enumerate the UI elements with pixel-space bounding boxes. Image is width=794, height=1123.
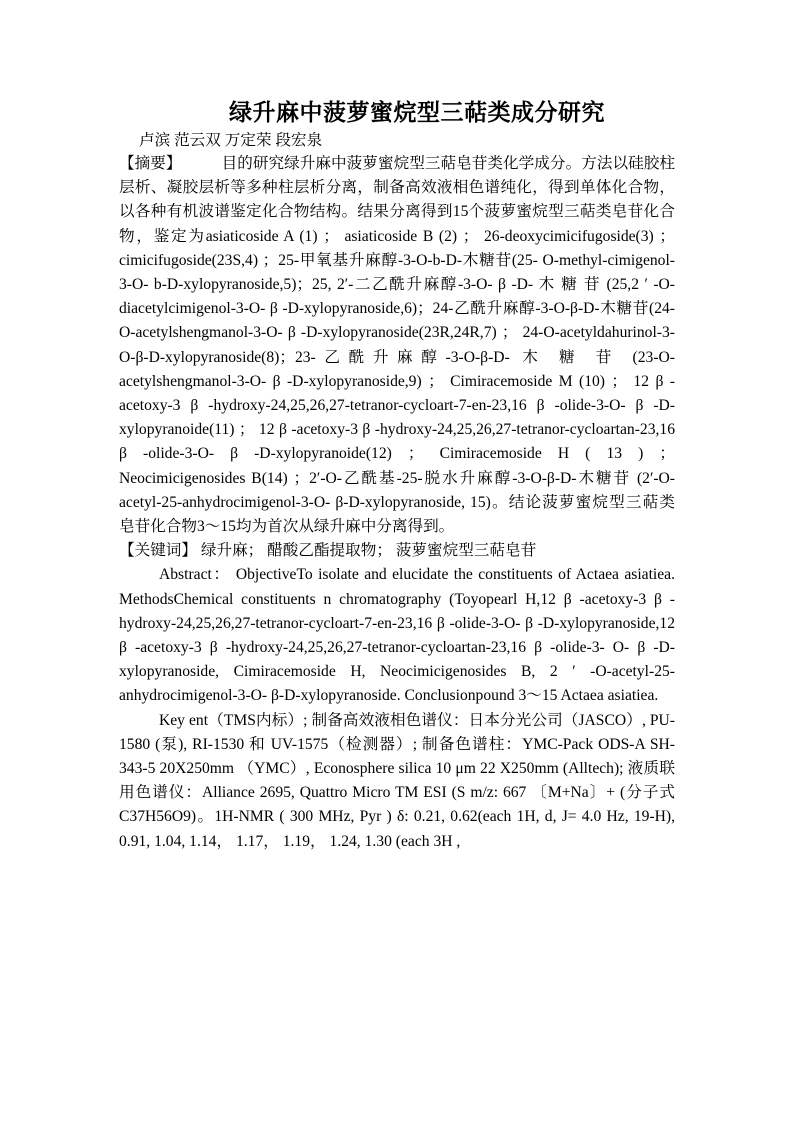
keywords-label: 【关键词】 [119,542,197,560]
document-page [119,96,675,854]
paper-title: 绿升麻中菠萝蜜烷型三萜类成分研究 [229,100,605,126]
chinese-abstract [119,152,675,539]
author-list: 卢滨 范云双 万定荣 段宏泉 [139,132,323,149]
english-abstract-text: ObjectiveTo isolate and elucidate the constituents of Actaea asiatiea. MethodsChemical constituents n chromatography (Toyopearl H,12 β -acetoxy-3 β -hydroxy-24,25,26,27-tetranor-cycloart-7-en-23,16 β -olide-3-O- β -D-xylopyranoside,12 β -acetoxy-3 β -hydroxy-24,25,26,27-tetranor-cycloartan-23,16 β -olide-3- O- β -D-xylopyranoside, Cimiracemoside H, Neocimicigenosides B, 2 ′ -O-acetyl-25-anhydrocimigenol-3-O- β-D-xylopyranoside. Conclusionpound 3～15 Actaea asiatiea. [119,566,676,705]
keywords [119,539,675,563]
chinese-abstract-label: 【摘要】 [119,155,182,172]
english-abstract [119,563,675,708]
body-paragraph: Key ent（TMS内标）; 制备高效液相色谱仪：日本分光公司（JASCO）, PU-1580 (泵), RI-1530 和 UV-1575（检测器）; 制备色谱柱：YMC-Pack ODS-A SH-343-5 20X250mm （YMC）, Econosphere silica 10 μm 22 X250mm (Alltech); 液质联用色谱仪：Alliance 2695, Quattro Micro TM ESI (S m/z: 667 〔M+Na〕+ (分子式C37H56O9)。1H-NMR ( 300 MHz, Pyr ) δ: 0.21, 0.62(each 1H, d, J= 4.0 Hz, 19-H), 0.91, 1.04, 1.14， 1.17， 1.19， 1.24, 1.30 (each 3H , [119,711,675,850]
chinese-abstract-text: 目的研究绿升麻中菠萝蜜烷型三萜皂苷类化学成分。方法以硅胶柱层析、凝胶层析等多种柱层析分离，制备高效液相色谱纯化，得到单体化合物，以各种有机波谱鉴定化合物结构。结果分离得到15个菠萝蜜烷型三萜类皂苷化合物，鉴定为asiaticoside A (1) ； asiaticoside B (2) ； 26-deoxycimicifugoside(3) ； cimicifugoside(23S,4) ；25-甲氧基升麻醇-3-O-b-D-木糖苷(25- O-methyl-cimigenol-3-O- b-D-xylopyranoside,5)；25, 2′-二乙酰升麻醇-3-O- β -D- 木 糖 苷 (25,2 ′ -O-diacetylcimigenol-3-O- β -D-xylopyranoside,6)；24-乙酰升麻醇-3-O-β-D-木糖苷(24-O-acetylshengmanol-3-O- β -D-xylopyranoside(23R,24R,7) ； 24-O-acetyldahurinol-3-O-β-D-xylopyranoside(8)；23-乙酰升麻醇-3-O-β-D- 木 糖 苷 (23-O-acetylshengmanol-3-O- β -D-xylopyranoside,9) ； Cimiracemoside M (10) ； 12 β -acetoxy-3 β -hydroxy-24,25,26,27-tetranor-cycloart-7-en-23,16 β -olide-3-O- β -D-xylopyranoide(11) ； 12 β -acetoxy-3 β -hydroxy-24,25,26,27-tetranor-cycloartan-23,16 β -olide-3-O- β -D-xylopyranoide(12) ； Cimiracemoside H ( 13 ) ； Neocimicigenosides B(14) ；2′-O-乙酰基-25-脱水升麻醇-3-O-β-D-木糖苷 (2′-O-acetyl-25-anhydrocimigenol-3-O- β-D-xylopyranoside, 15)。结论菠萝蜜烷型三萜类皂苷化合物3～15均为首次从绿升麻中分离得到。 [119,155,675,536]
keywords-text: 绿升麻； 醋酸乙酯提取物； 菠萝蜜烷型三萜皂苷 [200,542,537,560]
english-abstract-label: Abstract： [159,566,231,584]
